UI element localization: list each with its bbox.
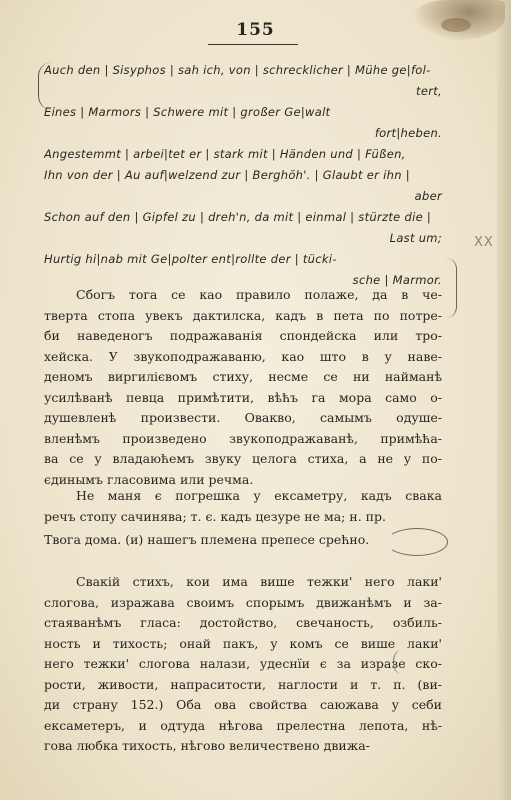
paragraph-line: Свакій стихъ, кои има више тежки' него лаки' (76, 574, 442, 589)
verse-line: fort|heben. (374, 126, 442, 140)
paragraph-line: єдинымъ гласовима или речма. (44, 471, 254, 487)
paragraph-4 (44, 572, 442, 757)
page-number: 155 (236, 20, 275, 40)
paragraph-line: деномъ виргилієвомъ стиху, несме се ни найманѣ (44, 369, 442, 384)
verse-line: tert, (416, 84, 442, 98)
paragraph-line: Твога дома. (и) нашегъ племена препесе срећно. (44, 532, 370, 547)
paragraph-1 (44, 285, 442, 490)
verse-line: Eines | Marmors | Schwere mit | großer Ge|walt (44, 105, 331, 119)
paragraph-line: гова любка тихость, нѣгово величествено движа- (44, 738, 370, 753)
paragraph-line: усилѣванѣ певца примѣтити, вѣћъ га мора само о- (44, 389, 442, 405)
pencil-paren-mark (393, 650, 408, 674)
paragraph-line: Сбогъ тога се као правило полаже, да в че- (76, 287, 442, 302)
paragraph-line: ва се у владаюћемъ звуку целога стиха, а не у по- (44, 451, 442, 466)
verse-line: sche | Marmor. (352, 273, 442, 287)
paragraph-line: рости, живости, напраситости, наглости и т. п. (ви- (44, 676, 442, 692)
paragraph-line: душевленѣ произвести. Овакво, самымъ одуше- (44, 410, 442, 425)
german-verse-block (44, 60, 448, 291)
paragraph-line: тверта стопа увекъ дактилска, кадъ в пета по потре- (44, 307, 442, 323)
paragraph-line: ность и тихость; онай пакъ, у комъ се више лаки' (44, 635, 442, 651)
verse-line: aber (414, 189, 442, 203)
paragraph-line: Не маня є погрешка у ексаметру, кадъ свака (76, 488, 442, 503)
verse-line: Ihn von der | Au auf|welzend zur | Berghöh'. | Glaubt er ihn | (44, 168, 410, 182)
verse-line: Hurtig hi|nab mit Ge|polter ent|rollte der | tücki- (44, 252, 337, 266)
verse-line: Last um; (389, 231, 442, 245)
verse-line: Auch den | Sisyphos | sah ich, von | schrecklicher | Mühe ge|fol- (44, 63, 431, 77)
paragraph-line: ексаметеръ, и одтуда нѣгова прелестна лепота, нѣ- (44, 717, 442, 733)
header-rule (208, 44, 298, 45)
paragraph-line: стаяванѣмъ гласа: достойство, свечаность, озбиль- (44, 615, 442, 630)
paragraph-line: би наведеногъ подражаванія спондейска или тро- (44, 328, 442, 343)
paragraph-2 (44, 486, 442, 527)
paragraph-3 (44, 530, 442, 551)
paragraph-line: него тежки' слогова налази, удеснїи є за изразе ско- (44, 656, 442, 671)
paragraph-line: хейска. У звукоподражаваню, као што в у наве- (44, 348, 442, 364)
verse-line: Angestemmt | arbei|tet er | stark mit | Händen und | Füßen, (44, 147, 406, 161)
paragraph-line: вленѣмъ произведено звукоподражаванѣ, примѣћа- (44, 430, 442, 446)
paragraph-line: слогова, изражава своимъ спорымъ движанѣмъ и за- (44, 594, 442, 610)
paragraph-line: речъ стопу сачинява; т. є. кадъ цезуре не ма; н. пр. (44, 508, 386, 524)
verse-line: Schon auf den | Gipfel zu | dreh'n, da mit | einmal | stürzte die | (44, 210, 432, 224)
page-edge (497, 0, 511, 800)
margin-note: XX (474, 235, 494, 250)
pencil-curve-mark (446, 258, 457, 318)
pencil-circle-mark (386, 528, 448, 556)
paragraph-line: ди страну 152.) Оба ова свойства саюжава у себи (44, 697, 442, 712)
